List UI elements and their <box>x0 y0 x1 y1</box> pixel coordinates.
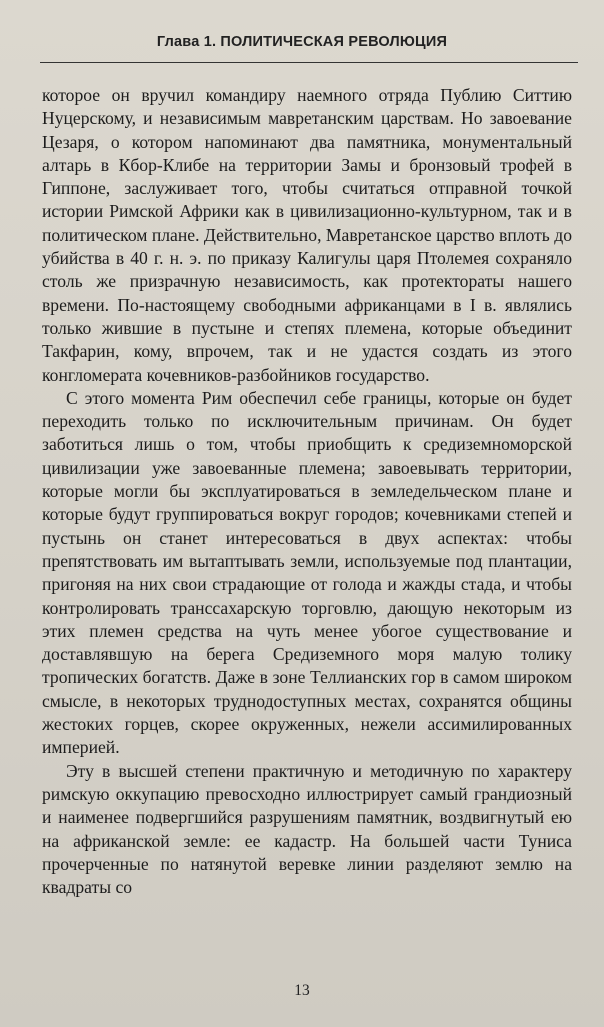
paragraph: Эту в высшей степени практичную и методичную по характеру римскую оккупацию превосходно иллюстрирует самый грандиозный и наименее подвергшийся разрушениям памятник, воздвигнутый ею на африканской земле: ее кадастр. На большей части Туниса прочерченные по натянутой веревке линии разделяют землю на квадраты со <box>42 760 572 898</box>
paragraph-continuation: которое он вручил командиру наемного отряда Публию Ситтию Нуцерскому, и независимым мавретанским царствам. Но завоевание Цезаря, о котором напоминают два памятника, монументальный алтарь в Кбор-Клибе на территории Замы и бронзовый трофей в Гиппоне, заслуживает того, чтобы считаться отправной точкой истории Римской Африки как в цивилизационно-культурном, так и в политическом плане. Действительно, Мавретанское царство вплоть до убийства в 40 г. н. э. по приказу Калигулы царя Птолемея сохраняло столь же призрачную независимость, как протектораты нашего времени. По-настоящему свободными африканцами в I в. являлись только жившие в пустыне и степях племена, которые объединит Такфарин, кому, впрочем, так и не удастся создать из этого конгломерата кочевников-разбойников государство. <box>42 85 572 385</box>
paragraph: С этого момента Рим обеспечил себе границы, которые он будет переходить только по исключительным причинам. Он будет заботиться лишь о том, чтобы приобщить к средиземноморской цивилизации уже завоеванные племена; завоевывать территории, которые могли бы эксплуатироваться в земледельческом плане и которые будут группироваться вокруг городов; кочевниками степей и пустынь он станет интересоваться в двух аспектах: чтобы препятствовать им вытаптывать земли, используемые под плантации, пригоняя на них свои страдающие от голода и жажды стада, и чтобы контролировать транссахарскую торговлю, дающую некоторым из этих племен средства на чуть менее убогое существование и доставлявшую на берега Средиземного моря малую толику тропических богатств. Даже в зоне Теллианских гор в самом широком смысле, в некоторых труднодоступных местах, сохранятся общины жестоких горцев, скорее окруженных, нежели ассимилированных империей. <box>42 387 572 758</box>
header-rule <box>40 62 578 63</box>
page-number: 13 <box>294 982 310 999</box>
running-head: Глава 1. ПОЛИТИЧЕСКАЯ РЕВОЛЮЦИЯ <box>156 34 448 50</box>
body-text <box>42 84 572 899</box>
